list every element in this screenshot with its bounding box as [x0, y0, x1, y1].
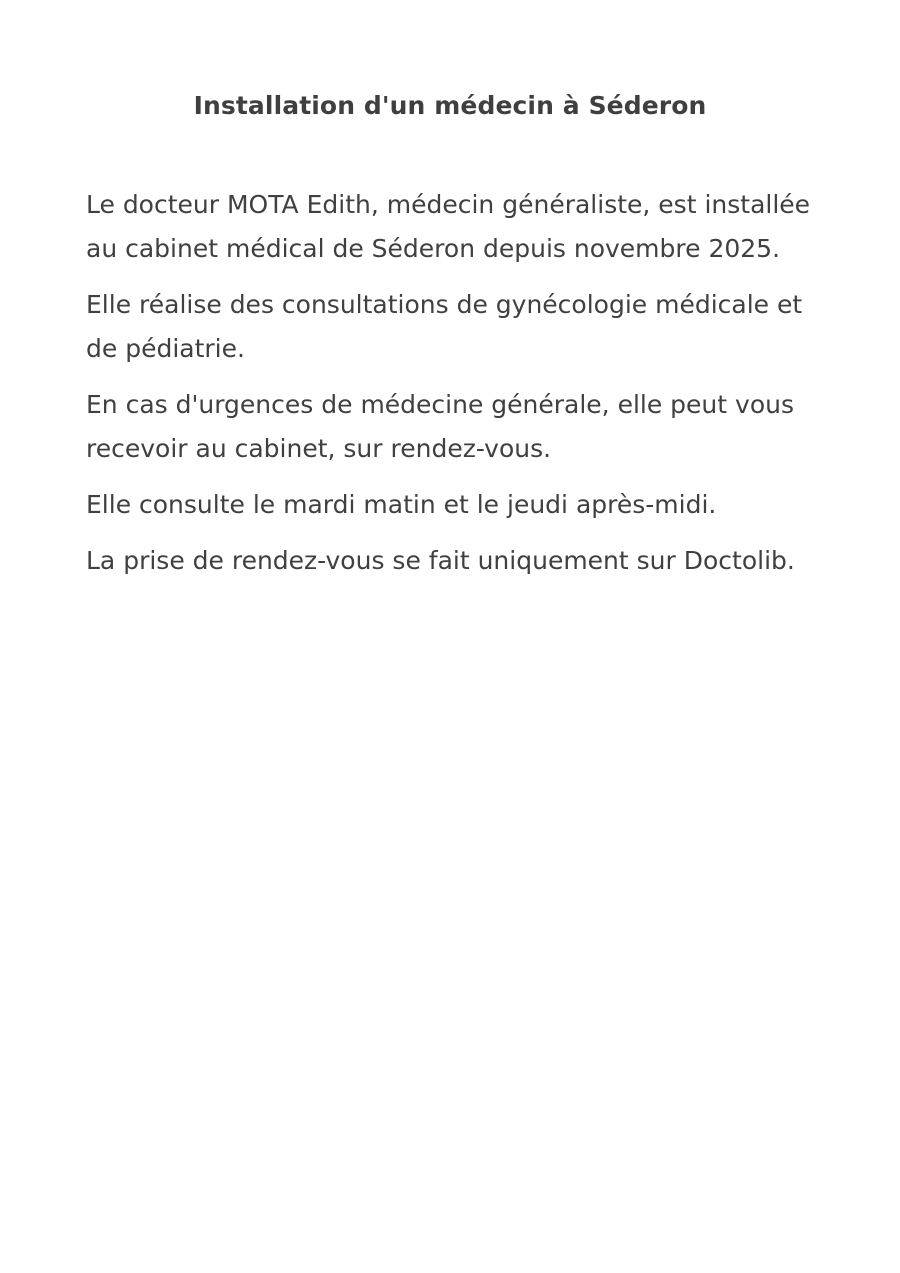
document-title: Installation d'un médecin à Séderon	[193, 91, 707, 120]
paragraph-urgences: En cas d'urgences de médecine générale, elle peut vous recevoir au cabinet, sur rendez-vous.	[86, 390, 794, 463]
paragraph-rendez-vous: La prise de rendez-vous se fait uniquement sur Doctolib.	[86, 546, 795, 575]
paragraph-horaires: Elle consulte le mardi matin et le jeudi après-midi.	[86, 490, 717, 519]
paragraph-installation: Le docteur MOTA Edith, médecin généraliste, est installée au cabinet médical de Séderon depuis novembre 2025.	[86, 190, 811, 263]
document-body	[86, 183, 821, 595]
paragraph-consultations: Elle réalise des consultations de gynécologie médicale et de pédiatrie.	[86, 290, 803, 363]
